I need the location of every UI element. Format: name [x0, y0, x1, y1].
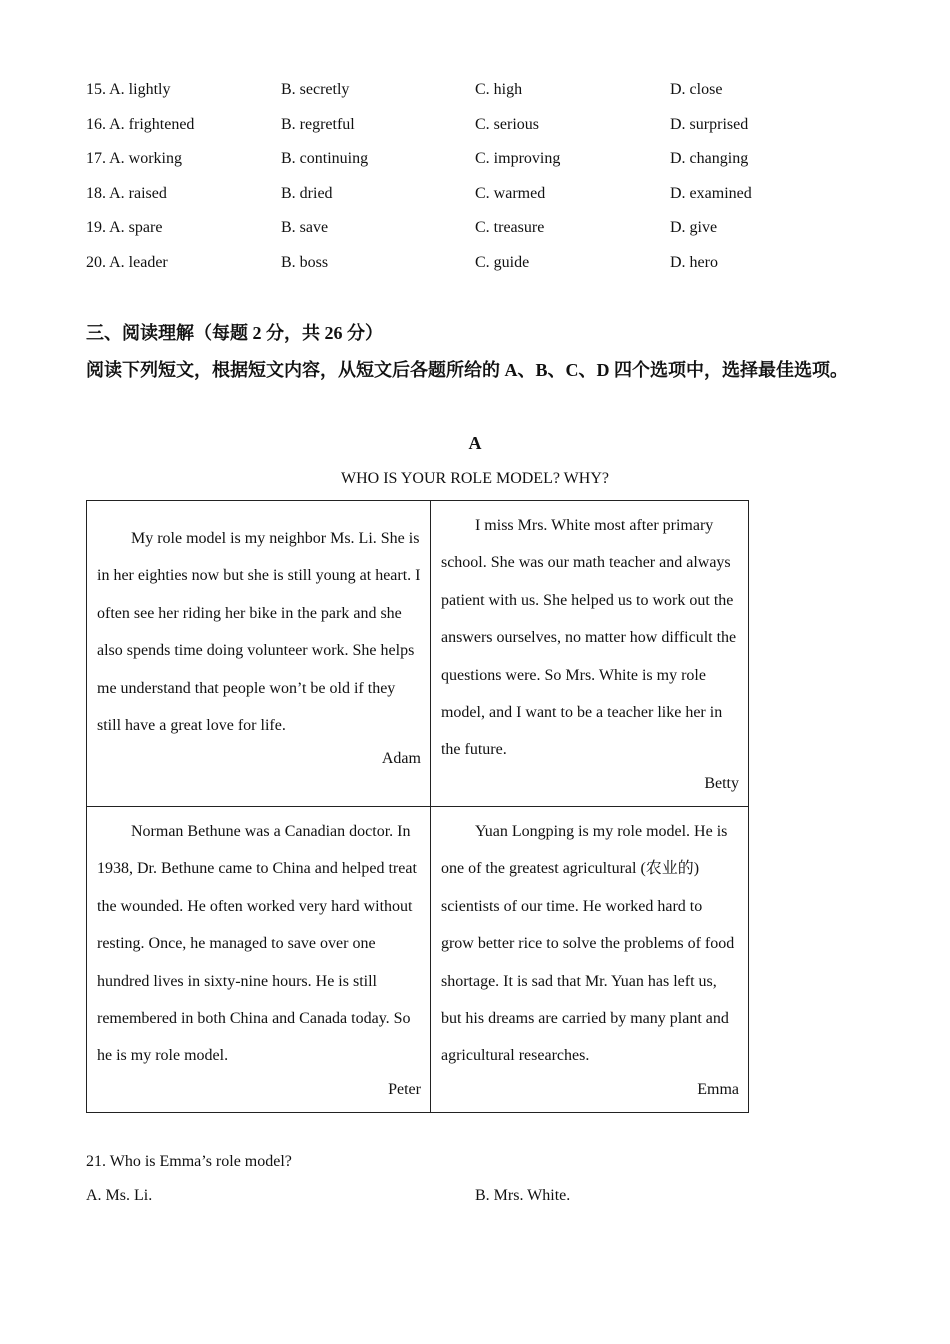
- option-d: D. examined: [670, 184, 752, 202]
- entry-cell-peter: [87, 807, 431, 1113]
- option-b: B. boss: [281, 253, 329, 271]
- option-a: 17. A. working: [86, 150, 182, 168]
- answer-option-a[interactable]: A. Ms. Li.: [86, 1187, 153, 1204]
- option-a: 20. A. leader: [86, 253, 168, 271]
- entry-text: I miss Mrs. White most after primary school. She was our math teacher and always patient with us. She helped us to work out the answers ourselves, no matter how difficult the questions were. So Mrs. White is my role model, and I want to be a teacher like her in the future.: [440, 517, 737, 759]
- option-b: B. regretful: [281, 115, 355, 133]
- option-c: C. serious: [475, 115, 539, 133]
- option-b: B. dried: [281, 184, 333, 202]
- entry-cell-betty: [430, 501, 748, 807]
- table-row: [87, 807, 749, 1113]
- option-c: C. high: [475, 81, 523, 98]
- role-model-table: [86, 500, 749, 1113]
- option-d: D. changing: [670, 150, 749, 168]
- entry-cell-adam: [87, 501, 431, 807]
- option-a: 19. A. spare: [86, 219, 163, 237]
- option-c: C. improving: [475, 150, 561, 168]
- question-options: [86, 1182, 866, 1210]
- passage-letter: A: [468, 433, 482, 453]
- entry-cell-emma: [430, 807, 748, 1113]
- option-c: C. treasure: [475, 219, 545, 237]
- table-row: [87, 501, 749, 807]
- option-a: 16. A. frightened: [86, 115, 195, 133]
- entry-text: Norman Bethune was a Canadian doctor. In 1938, Dr. Bethune came to China and helped treat the wounded. He often worked very hard without resting. Once, he managed to save over one hundred lives in sixty-nine hours. He is still remembered in both China and Canada today. So he is my role model.: [97, 823, 417, 1065]
- option-d: D. give: [670, 219, 718, 237]
- entry-author: Adam: [381, 750, 421, 768]
- option-d: D. close: [670, 81, 723, 98]
- entry-author: Peter: [388, 1080, 421, 1098]
- answer-option-b[interactable]: B. Mrs. White.: [475, 1187, 571, 1204]
- passage-title: WHO IS YOUR ROLE MODEL? WHY?: [341, 470, 609, 487]
- option-a: 18. A. raised: [86, 184, 167, 202]
- question-21: 21. Who is Emma’s role model?: [86, 1153, 292, 1170]
- entry-author: Emma: [697, 1080, 739, 1098]
- option-b: B. save: [281, 219, 329, 237]
- entry-text: Yuan Longping is my role model. He is one of the greatest agricultural (农业的) scientists of our time. He worked hard to grow better rice to solve the problems of food shortage. It is sad that Mr. Yuan has left us, but his dreams are carried by many plant and agricultural researches.: [440, 823, 735, 1065]
- option-b: B. secretly: [281, 81, 350, 98]
- option-b: B. continuing: [281, 150, 369, 168]
- option-c: C. guide: [475, 253, 530, 271]
- section-title: 三、阅读理解（每题 2 分，共 26 分）: [86, 323, 383, 343]
- option-d: D. hero: [670, 253, 718, 271]
- entry-author: Betty: [704, 774, 739, 792]
- section-instructions: 阅读下列短文，根据短文内容，从短文后各题所给的 A、B、C、D 四个选项中，选择最佳选项。: [86, 360, 848, 380]
- option-a: 15. A. lightly: [86, 81, 171, 98]
- option-d: D. surprised: [670, 115, 749, 133]
- option-c: C. warmed: [475, 184, 546, 202]
- entry-text: My role model is my neighbor Ms. Li. She is in her eighties now but she is still young at heart. I often see her riding her bike in the park and she also spends time doing volunteer work. She helps me understand that people won’t be old if they still have a great love for life.: [97, 530, 421, 735]
